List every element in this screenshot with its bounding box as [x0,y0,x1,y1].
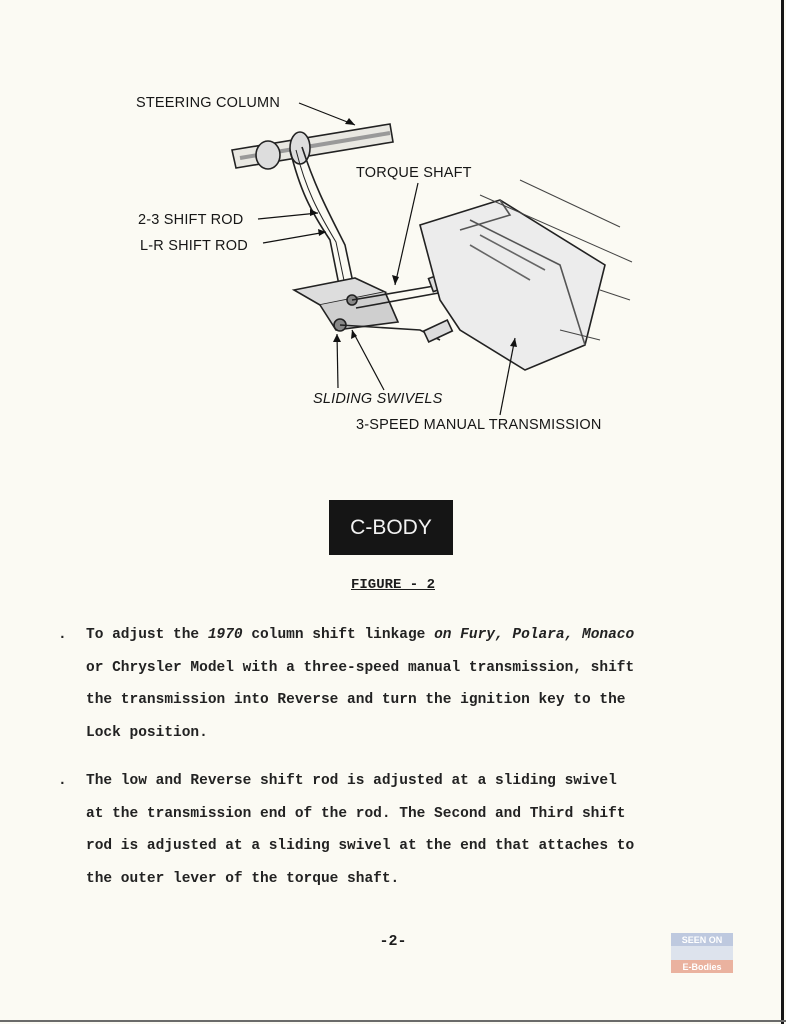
text-line: at the transmission end of the rod. The Second and Third shift [86,805,626,822]
page-number: -2- [379,933,407,950]
label-l-r-shift-rod: L-R SHIFT ROD [140,238,248,254]
paragraph-2 [58,765,736,895]
label-torque-shaft: TORQUE SHAFT [356,165,472,181]
label-steering-column: STEERING COLUMN [136,95,280,111]
text-line: or Chrysler Model with a three-speed manual transmission, shift [86,659,635,676]
page-border-bottom [0,1020,786,1022]
linkage-diagram [0,0,786,480]
label-2-3-shift-rod: 2-3 SHIFT ROD [138,212,244,228]
bullet: . [58,773,67,789]
bullet: . [58,627,67,643]
c-body-badge: C-BODY [329,500,453,555]
text-line: the transmission into Reverse and turn the ignition key to the [86,692,626,709]
text-line: The low and Reverse shift rod is adjusted at a sliding swivel [86,773,617,789]
text-line: the outer lever of the torque shaft. [86,870,400,887]
text-line: rod is adjusted at a sliding swivel at the end that attaches to [86,838,635,855]
seen-on-e-bodies-logo [669,933,737,973]
label-transmission: 3-SPEED MANUAL TRANSMISSION [356,417,602,433]
text-line: Lock position. [86,724,208,741]
paragraph-1 [58,619,736,749]
svg-text:SEEN ON: SEEN ON [681,935,723,945]
svg-text:E-Bodies: E-Bodies [682,962,722,972]
label-sliding-swivels: SLIDING SWIVELS [313,391,443,407]
figure-caption: FIGURE - 2 [350,577,435,593]
text-line: To adjust the 1970 column shift linkage on Fury, Polara, Monaco [86,627,635,643]
